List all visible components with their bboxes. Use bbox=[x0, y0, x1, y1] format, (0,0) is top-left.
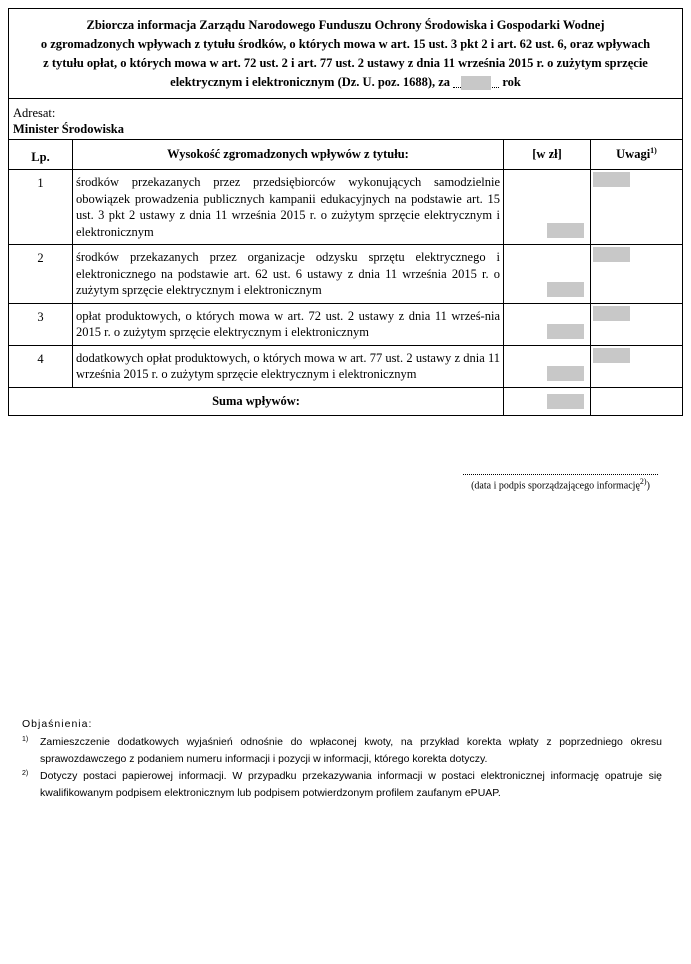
row-description: dodatkowych opłat produktowych, o których mowa w art. 77 ust. 2 ustawy z dnia 11 września 2015 r. o zużytym sprzęcie elektrycznym i elektronicznym bbox=[73, 345, 504, 387]
title-line-4-end: rok bbox=[502, 75, 521, 89]
footnote-number: 2) bbox=[22, 770, 29, 777]
title-line-2: o zgromadzonych wpływach z tytułu środków, o których mowa w art. 15 ust. 3 pkt 2 i art. 62 ust. 6, oraz wpływach bbox=[40, 37, 651, 51]
signature-label: (data i podpis sporządzającego informację bbox=[471, 480, 640, 492]
remarks-cell[interactable] bbox=[591, 245, 683, 304]
row-number: 1 bbox=[9, 170, 73, 245]
sum-label: Suma wpływów: bbox=[9, 387, 504, 415]
footnote-2 bbox=[22, 768, 662, 802]
signature-block bbox=[463, 474, 658, 491]
col-remarks-label: Uwagi bbox=[616, 147, 651, 162]
explanations bbox=[22, 716, 662, 802]
sum-amount-cell[interactable] bbox=[504, 387, 591, 415]
table-row bbox=[9, 345, 682, 387]
footnote-ref-1: 1) bbox=[650, 146, 657, 156]
row-number: 3 bbox=[9, 303, 73, 345]
amount-cell[interactable] bbox=[504, 245, 591, 304]
amount-cell[interactable] bbox=[504, 345, 591, 387]
remarks-redaction bbox=[593, 172, 630, 187]
remarks-cell[interactable] bbox=[591, 345, 683, 387]
remarks-redaction bbox=[593, 306, 630, 321]
remarks-cell[interactable] bbox=[591, 303, 683, 345]
remarks-redaction bbox=[593, 247, 630, 262]
table-row bbox=[9, 170, 682, 245]
amount-redaction bbox=[547, 324, 584, 339]
remarks-redaction bbox=[593, 348, 630, 363]
footnote-text: Dotyczy postaci papierowej informacji. W przypadku przekazywania informacji w postaci elektronicznej informację opatruje się kwalifikowanym podpisem elektronicznym lub podpisem potwierdzonym profilem zaufanym ePUAP. bbox=[40, 770, 662, 799]
form bbox=[8, 8, 683, 416]
row-description: środków przekazanych przez przedsiębiorców wykonujących samodzielnie obowiązek prowadzenia publicznych kampanii edukacyjnych na podstawie art. 15 ust. 3 pkt 2 ustawy z dnia 11 września 2015 r. o zużytym sprzęcie elektrycznym i elektronicznym bbox=[73, 170, 504, 245]
col-description: Wysokość zgromadzonych wpływów z tytułu: bbox=[73, 140, 504, 170]
form-title bbox=[9, 9, 682, 99]
amount-cell[interactable] bbox=[504, 170, 591, 245]
col-remarks bbox=[591, 140, 683, 170]
table-header-row bbox=[9, 140, 682, 170]
row-description: środków przekazanych przez organizacje odzysku sprzętu elektrycznego i elektronicznego na podstawie art. 62 ust. 6 ustawy z dnia 11 września 2015 r. o zużytym sprzęcie elektrycznym i elektronicznym bbox=[73, 245, 504, 304]
sum-redaction bbox=[547, 394, 584, 409]
row-number: 4 bbox=[9, 345, 73, 387]
amount-redaction bbox=[547, 366, 584, 381]
addressee-value: Minister Środowiska bbox=[13, 122, 125, 136]
table-row bbox=[9, 245, 682, 304]
year-redaction bbox=[461, 76, 491, 90]
sum-row bbox=[9, 387, 682, 415]
amount-redaction bbox=[547, 282, 584, 297]
title-line-3: z tytułu opłat, o których mowa w art. 72 ust. 2 i art. 77 ust. 2 ustawy z dnia 11 września 2015 r. o zużytym sprzęcie bbox=[43, 56, 648, 70]
signature-line[interactable] bbox=[463, 474, 658, 475]
table-row bbox=[9, 303, 682, 345]
title-line-4-text: elektrycznym i elektronicznym (Dz. U. poz. 1688), za bbox=[170, 75, 451, 89]
explanations-title: Objaśnienia: bbox=[22, 718, 93, 730]
sum-remarks-cell[interactable] bbox=[591, 387, 683, 415]
amount-redaction bbox=[547, 223, 584, 238]
title-line-4 bbox=[15, 73, 676, 92]
footnote-1 bbox=[22, 734, 662, 768]
footnote-text: Zamieszczenie dodatkowych wyjaśnień odnośnie do wpłaconej kwoty, na przykład korekta wpłaty z poprzedniego okresu sprawozdawczego z podaniem numeru informacji i pozycji w informacji, którego korekta dotyczy. bbox=[40, 736, 662, 765]
footnote-ref-2: 2) bbox=[639, 477, 647, 486]
row-number: 2 bbox=[9, 245, 73, 304]
addressee-label: Adresat: bbox=[13, 106, 56, 120]
revenue-table bbox=[9, 140, 682, 415]
signature-close: ) bbox=[646, 480, 650, 492]
addressee-block bbox=[9, 99, 682, 140]
remarks-cell[interactable] bbox=[591, 170, 683, 245]
row-description: opłat produktowych, o których mowa w art. 72 ust. 2 ustawy z dnia 11 wrześ-nia 2015 r. o zużytym sprzęcie elektrycznym i elektronicznym bbox=[73, 303, 504, 345]
col-amount: [w zł] bbox=[504, 140, 591, 170]
year-field[interactable] bbox=[453, 75, 499, 88]
footnote-number: 1) bbox=[22, 736, 29, 743]
col-lp: Lp. bbox=[9, 140, 73, 170]
amount-cell[interactable] bbox=[504, 303, 591, 345]
title-line-1: Zbiorcza informacja Zarządu Narodowego Funduszu Ochrony Środowiska i Gospodarki Wodnej bbox=[86, 18, 605, 32]
